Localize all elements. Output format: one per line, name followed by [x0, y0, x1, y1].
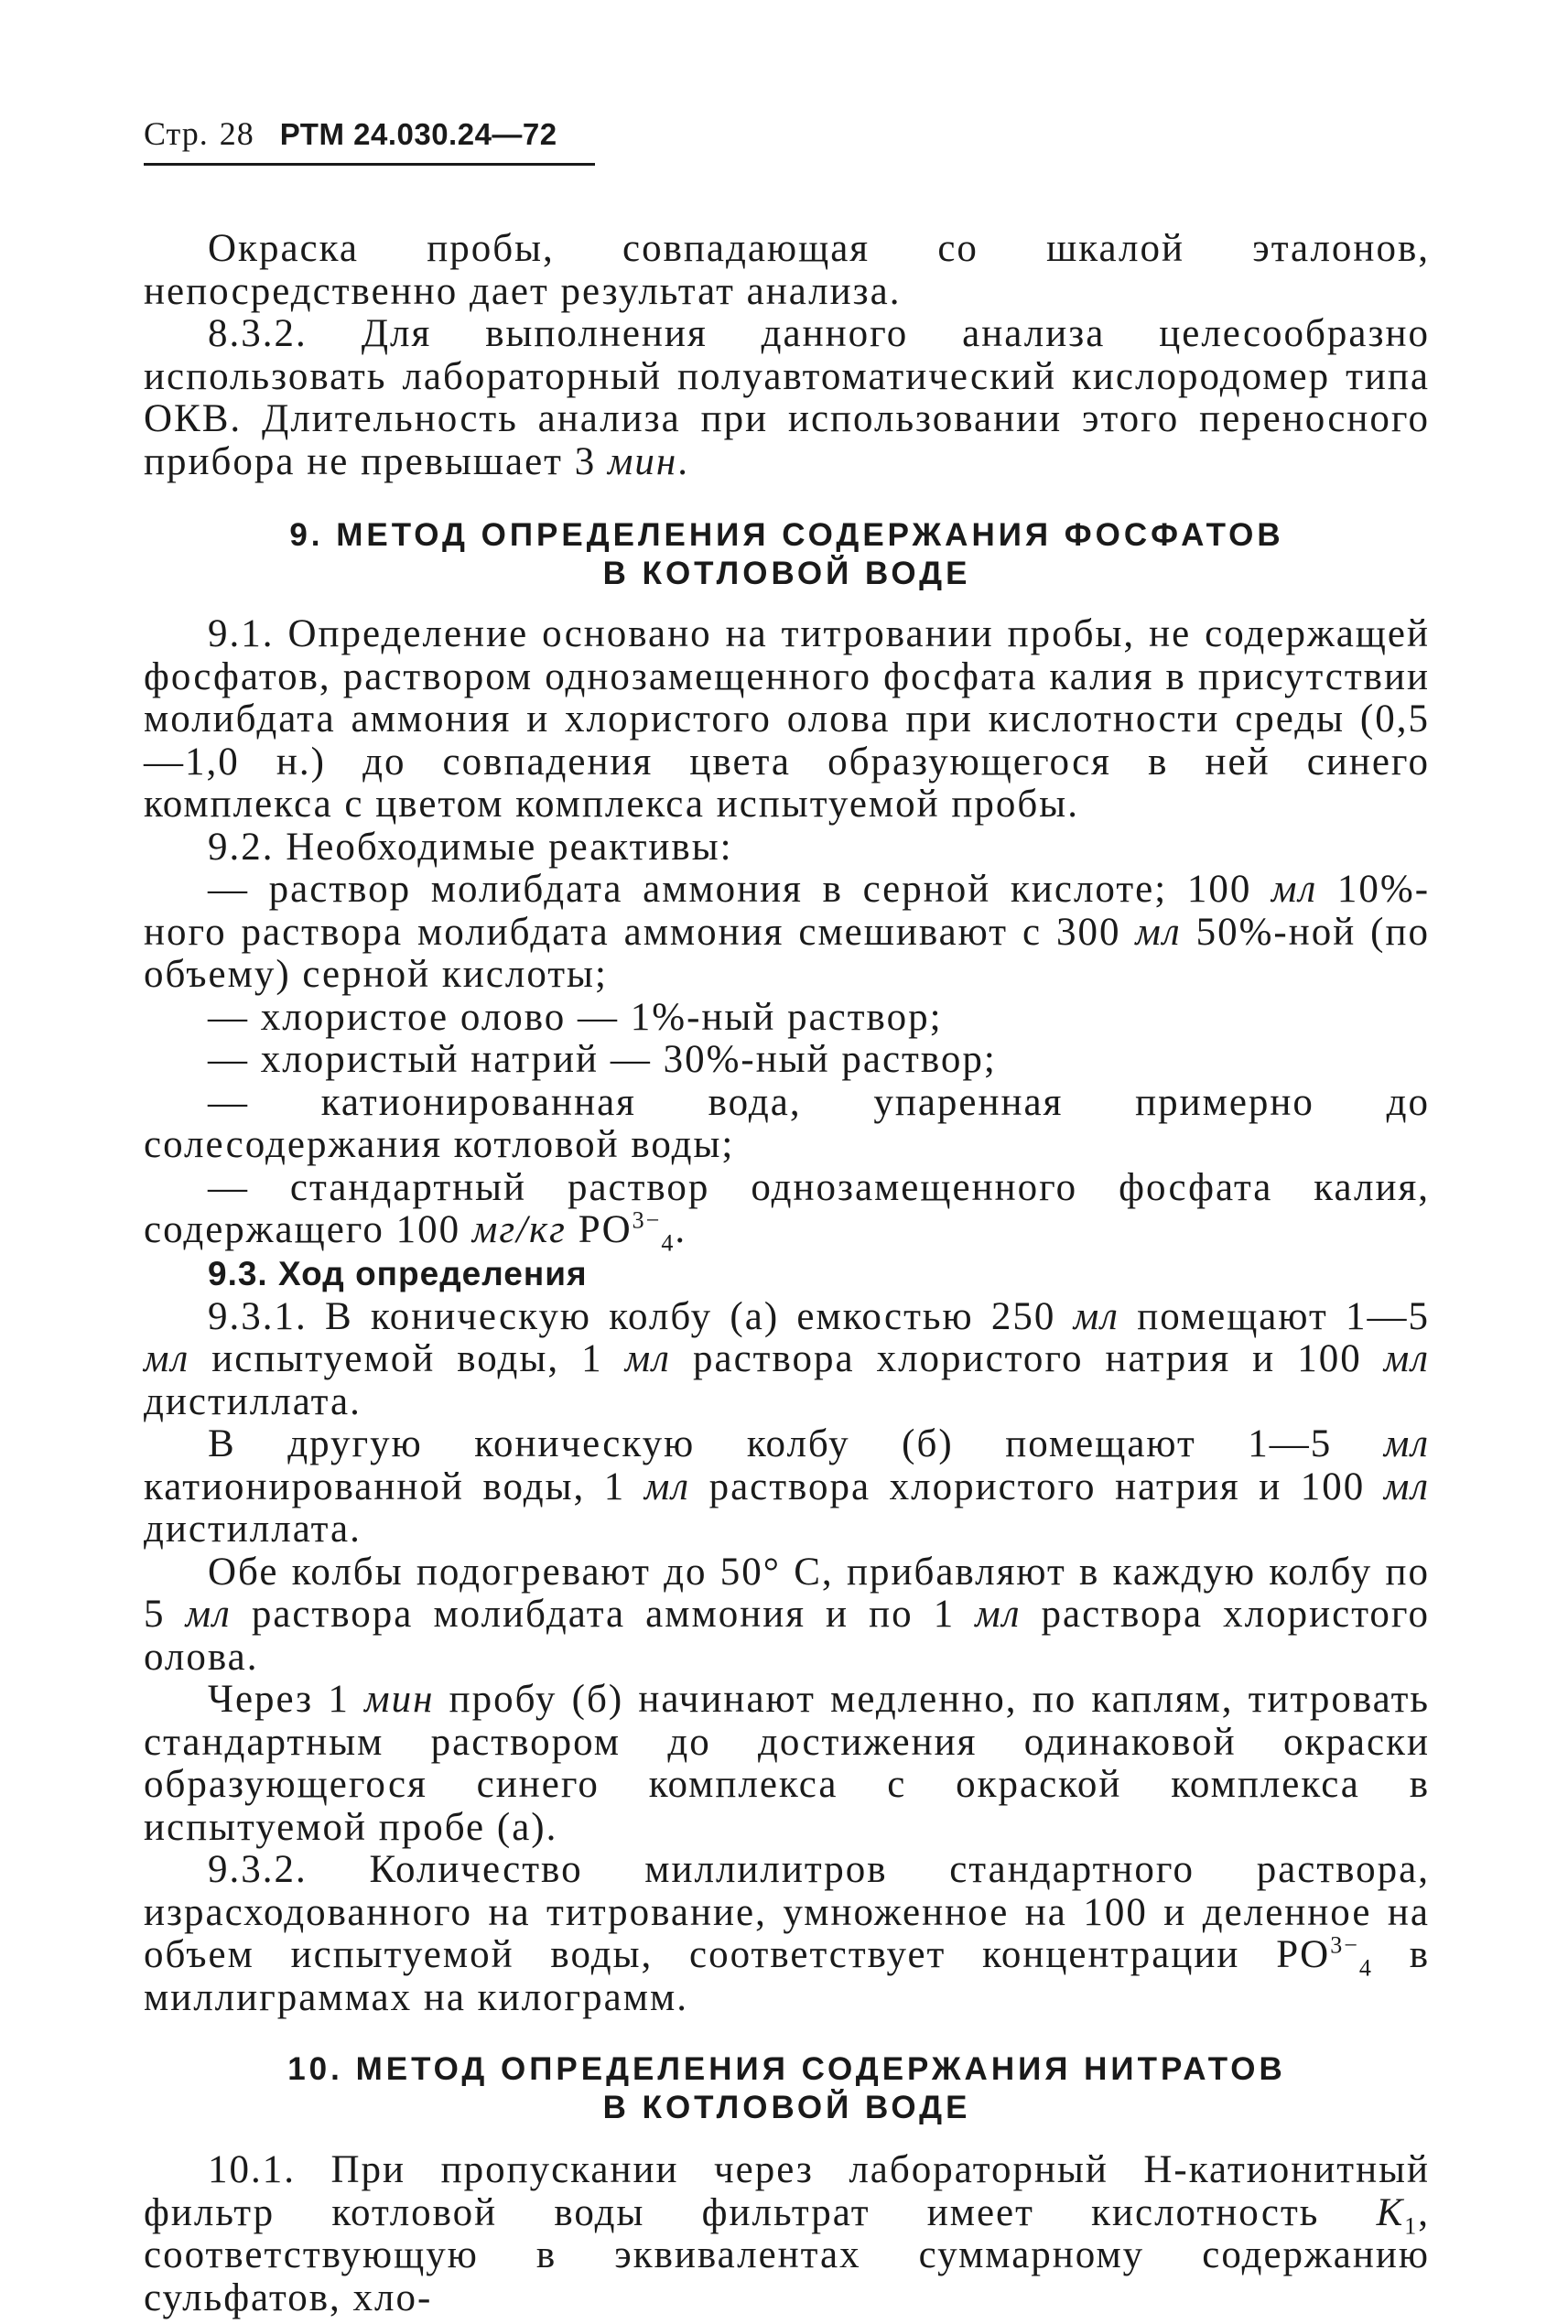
paragraph-8-3-2: 8.3.2. Для выполнения данного анализа целесообразно использовать лабораторный полуавтоматический кислородомер типа ОКВ. Длительность анализа при использовании этого переносного прибора не превышает 3 мин.: [144, 312, 1430, 483]
paragraph-flask-b: В другую коническую колбу (б) помещают 1—5 мл катионированной воды, 1 мл раствора хлористого натрия и 100 мл дистиллата.: [144, 1422, 1431, 1551]
subsection-9-3-heading: 9.3. Ход определения: [208, 1254, 588, 1292]
section-10-heading: 10. МЕТОД ОПРЕДЕЛЕНИЯ СОДЕРЖАНИЯ НИТРАТОВ В КОТЛОВОЙ ВОДЕ: [287, 2051, 1286, 2125]
reagent-item-4: — катионированная вода, упаренная примерно до солесодержания котловой воды;: [144, 1080, 1430, 1166]
paragraph-titration: Через 1 мин пробу (б) начинают медленно, по каплям, титровать стандартным раствором до достижения одинаковой окраски образующегося синего комплекса с окраской комплекса в испытуемой пробе (а).: [144, 1678, 1430, 1849]
paragraph-9-2: 9.2. Необходимые реактивы:: [208, 825, 733, 869]
section-9-3-text: [144, 1296, 1430, 2020]
phosphate-formula: $PO^{3-}_4$: [578, 1206, 676, 1257]
page-label: Стр.: [144, 115, 209, 152]
body-text: [144, 228, 1430, 483]
paragraph-9-3-1: 9.3.1. В коническую колбу (а) емкостью 250 мл помещают 1—5 мл испытуемой воды, 1 мл раствора хлористого натрия и 100 мл дистиллата.: [144, 1294, 1431, 1423]
section-9-heading: 9. МЕТОД ОПРЕДЕЛЕНИЯ СОДЕРЖАНИЯ ФОСФАТОВ В КОТЛОВОЙ ВОДЕ: [289, 517, 1284, 591]
page-number: 28: [219, 115, 254, 152]
section-9-text: [144, 612, 1431, 1257]
document-id: РТМ 24.030.24—72: [279, 117, 557, 151]
phosphate-formula: $PO^{3-}_4$: [1276, 1931, 1373, 1982]
page-header: [144, 110, 1430, 157]
document-page: [144, 110, 1430, 2319]
section-10-text: [144, 2149, 1430, 2319]
paragraph-coloration: Окраска пробы, совпадающая со шкалой эталонов, непосредственно дает результат анализа.: [144, 227, 1430, 313]
reagent-item-5: — стандартный раствор однозамещенного фосфата калия, содержащего 100 мг/кг $PO^{3-}_4$.: [144, 1165, 1430, 1257]
paragraph-heating: Обе колбы подогревают до 50° С, прибавляют в каждую колбу по 5 мл раствора молибдата аммония и по 1 мл раствора хлористого олова.: [144, 1550, 1430, 1679]
paragraph-10-1: 10.1. При пропускании через лабораторный Н-катионитный фильтр котловой воды фильтрат имеет кислотность $K_1$, соответствующую в эквивалентах суммарному содержанию сульфатов, хло-: [144, 2148, 1431, 2319]
reagent-item-1: — раствор молибдата аммония в серной кислоте; 100 мл 10%-ного раствора молибдата аммония смешивают с 300 мл 50%-ной (по объему) серной кислоты;: [144, 868, 1431, 996]
paragraph-9-1: 9.1. Определение основано на титровании пробы, не содержащей фосфатов, раствором однозамещенного фосфата калия в присутствии молибдата аммония и хлористого олова при кислотности среды (0,5—1,0 н.) до совпадения цвета образующегося в ней синего комплекса с цветом комплекса испытуемой пробы.: [144, 612, 1430, 826]
reagent-item-2: — хлористое олово — 1%-ный раствор;: [208, 995, 943, 1039]
header-rule: [144, 163, 595, 166]
paragraph-9-3-2: 9.3.2. Количество миллилитров стандартного раствора, израсходованного на титрование, умноженное на 100 и деленное на объем испытуемой воды, соответствует концентрации $PO^{3-}_4$ в миллиграммах на килограмм.: [144, 1848, 1431, 2019]
reagent-item-3: — хлористый натрий — 30%-ный раствор;: [208, 1038, 997, 1081]
